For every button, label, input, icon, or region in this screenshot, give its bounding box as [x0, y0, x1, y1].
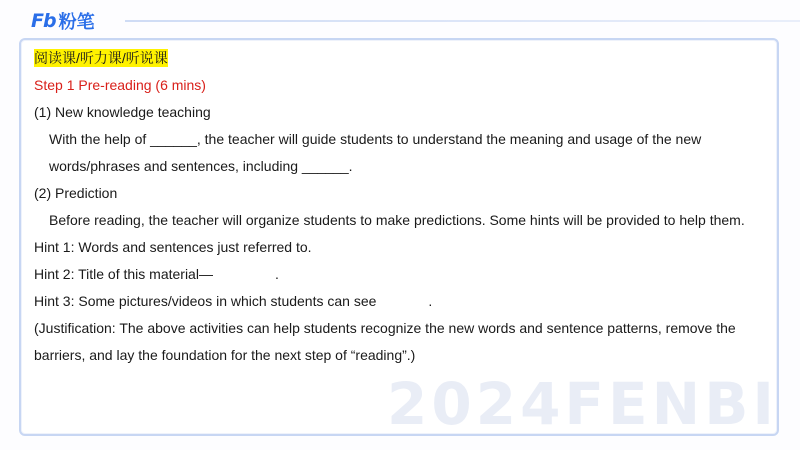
section2-paragraph: Before reading, the teacher will organize students to make predictions. Some hints will be provided to help them.: [49, 212, 745, 228]
watermark: 2024FENBI: [387, 370, 778, 438]
hint-1: Hint 1: Words and sentences just referred to.: [34, 239, 312, 255]
course-tag-line: [34, 45, 769, 72]
section2-heading: (2) Prediction: [34, 185, 118, 201]
step-title: Step 1 Pre-reading (6 mins): [34, 77, 206, 93]
course-tag: 阅读课/听力课/听说课: [34, 50, 168, 66]
hint-3-text: Hint 3: Some pictures/videos in which students can see: [34, 293, 377, 309]
hint-3: [34, 288, 769, 315]
header-divider: [125, 20, 800, 22]
hint-2-end: .: [274, 266, 279, 282]
document-body: [34, 45, 769, 369]
section1-paragraph: With the help of ______, the teacher will guide students to understand the meaning and usage of the new words/phrases and sentences, including ______.: [49, 131, 702, 174]
hint-2: [34, 261, 769, 288]
fenbi-logo-mark: Fb: [31, 10, 56, 32]
fenbi-logo: [31, 10, 95, 32]
hint-2-text: Hint 2: Title of this material—: [34, 266, 213, 282]
justification-paragraph: (Justification: The above activities can help students recognize the new words and sentence patterns, remove the barriers, and lay the foundation for the next step of “reading”.): [34, 320, 736, 363]
section1-heading: (1) New knowledge teaching: [34, 104, 211, 120]
hint-3-end: .: [428, 293, 433, 309]
fenbi-logo-text: 粉笔: [58, 12, 95, 33]
